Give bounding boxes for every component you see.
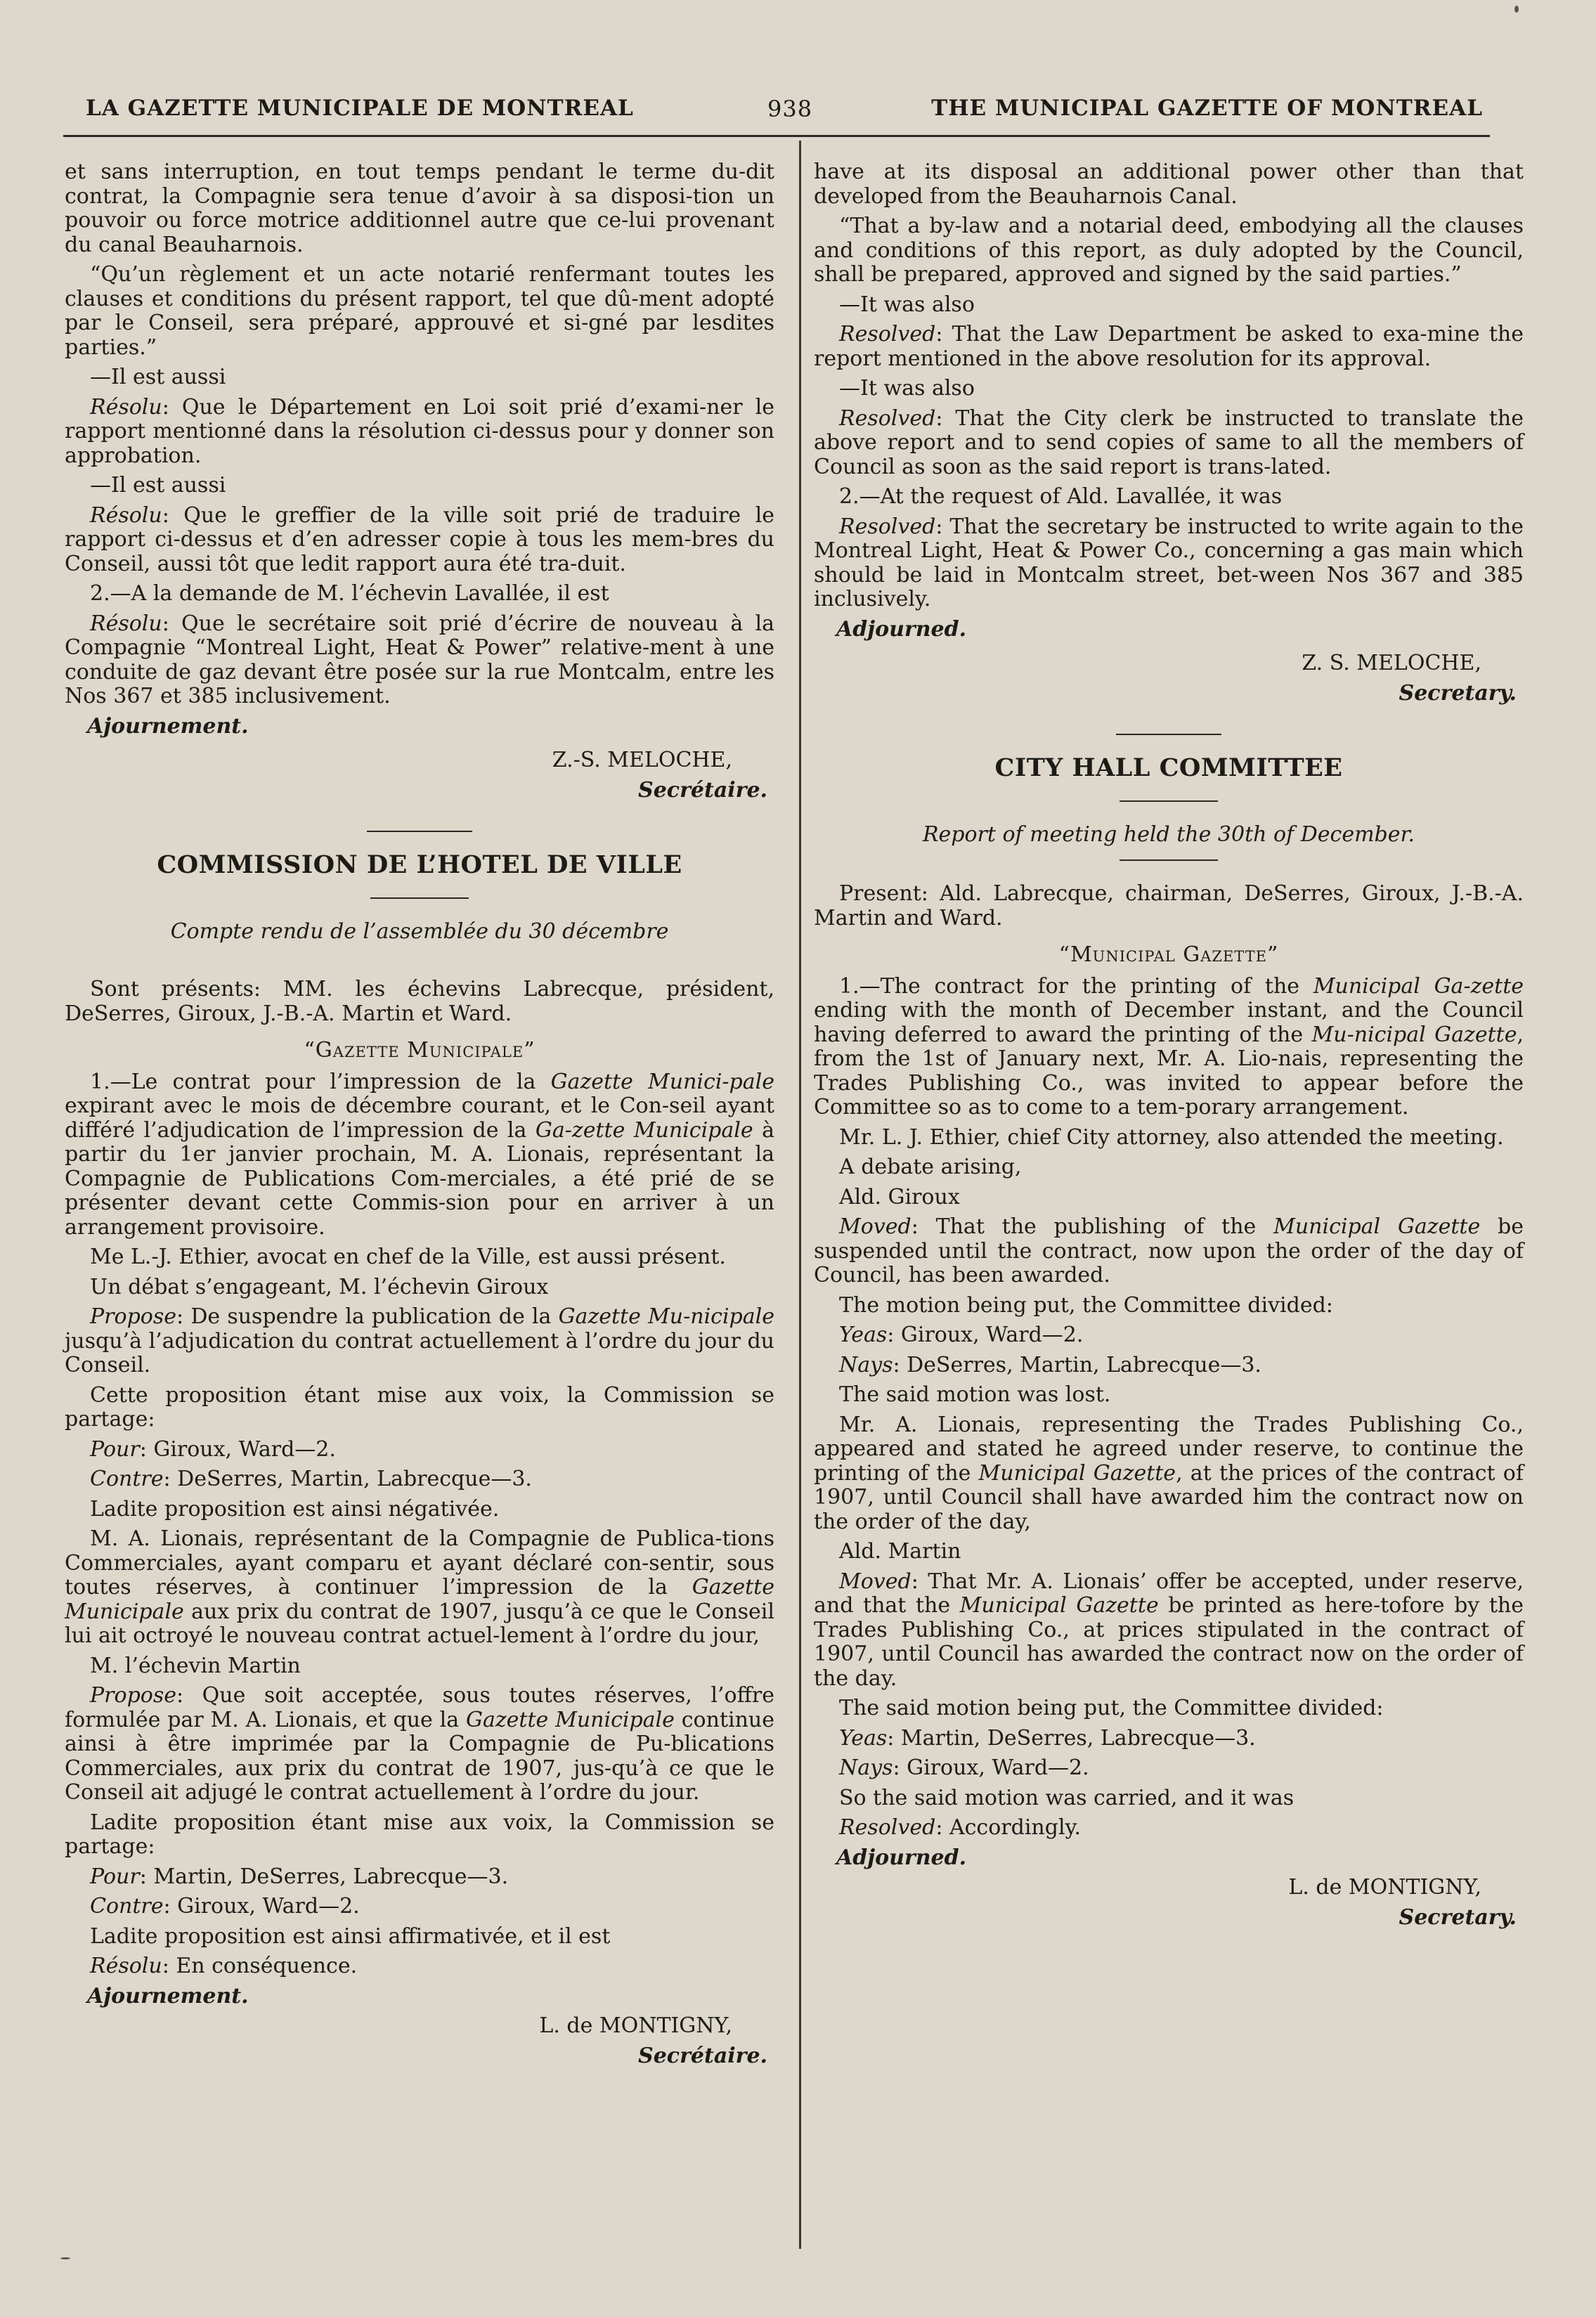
header-title-english: THE MUNICIPAL GAZETTE OF MONTREAL <box>931 96 1483 121</box>
resolution-text: : Que le Département en Loi soit prié d’exami-ner le rapport mentionné dans la résolution ci-dessus pour y donner son approbation. <box>65 394 774 468</box>
vote-text: : Giroux, Ward—2. <box>163 1894 360 1919</box>
text-run-italic: Gazette Munici-pale <box>550 1069 774 1094</box>
vote-label: Pour <box>90 1436 140 1462</box>
text-run: 1.—Le contrat pour l’impression de la <box>90 1069 551 1094</box>
vote-line <box>814 1727 1524 1751</box>
text-run: : That the publishing of the <box>911 1214 1274 1239</box>
resolution-paragraph <box>814 1816 1524 1841</box>
vote-label: Contre <box>90 1467 164 1491</box>
section-subtitle: Compte rendu de l’assemblée du 30 décembre <box>170 919 669 944</box>
paragraph <box>814 1413 1524 1535</box>
vote-text: : DeSerres, Martin, Labrecque—3. <box>163 1467 532 1491</box>
signature-title: Secrétaire. <box>638 777 767 803</box>
text-run-italic: Gazette Mu-nicipale <box>558 1304 774 1329</box>
text-run-italic: Gazette Municipale <box>65 1575 774 1624</box>
paragraph: A debate arising, <box>839 1155 1022 1179</box>
adjournment: Adjourned. <box>836 1845 967 1870</box>
section-title: CITY HALL COMMITTEE <box>994 753 1343 782</box>
section-subtitle: Report of meeting held the 30th of December. <box>922 822 1415 847</box>
paragraph: —It was also <box>839 376 975 401</box>
paragraph: Ladite proposition est ainsi affirmativée, et il est <box>90 1923 611 1949</box>
resolution-label: Résolu <box>90 502 162 528</box>
resolution-text: : En conséquence. <box>162 1954 358 1978</box>
resolution-paragraph <box>814 323 1524 371</box>
text-run-italic: Municipal Gazette <box>978 1460 1176 1486</box>
section-title: COMMISSION DE L’HOTEL DE VILLE <box>157 850 682 879</box>
resolution-paragraph <box>814 515 1524 612</box>
text-run: be printed as here-tofore by the Trades Publishing Co., at prices stipulated in the contract of 1907, until Council has awarded the contract now on the order of the day. <box>814 1593 1524 1691</box>
resolution-paragraph <box>65 612 774 709</box>
paragraph: Ladite proposition est ainsi négativée. <box>90 1496 500 1521</box>
item-heading: “Municipal Gazette” <box>1058 942 1279 967</box>
paragraph: —Il est aussi <box>90 473 226 498</box>
vote-line <box>65 1895 774 1919</box>
vote-line <box>814 1323 1524 1348</box>
signature-name: L. de MONTIGNY, <box>1288 1875 1481 1900</box>
paragraph: Cette proposition étant mise aux voix, la Commission se partage: <box>65 1382 774 1432</box>
text-run-italic: Municipal Gazette <box>959 1593 1159 1618</box>
paragraph <box>814 975 1524 1120</box>
item-heading: “Gazette Municipale” <box>304 1038 536 1063</box>
vote-label: Nays <box>839 1755 893 1780</box>
vote-label: Contre <box>90 1894 164 1919</box>
paragraph: Present: Ald. Labrecque, chairman, DeSerres, Giroux, J.-B.-A. Martin and Ward. <box>814 881 1524 930</box>
signature-title: Secretary. <box>1399 1904 1517 1930</box>
paragraph: Mr. L. J. Ethier, chief City attorney, also attended the meeting. <box>839 1124 1504 1150</box>
vote-text: : Giroux, Ward—2. <box>139 1436 336 1462</box>
text-run: expirant avec le mois de décembre courant, et le Con-seil ayant différé l’adjudication de l’impression de la <box>65 1093 774 1143</box>
vote-text: : Martin, DeSerres, Labrecque—3. <box>887 1725 1256 1751</box>
section-rule <box>367 831 472 832</box>
paragraph: et sans interruption, en tout temps pendant le terme du-dit contrat, la Compagnie sera tenue d’avoir à sa disposi-tion un pouvoir ou force motrice additionnel autre que ce-lui provenant du canal Beauharnois. <box>65 160 774 257</box>
paragraph: Ladite proposition étant mise aux voix, la Commission se partage: <box>65 1810 774 1859</box>
vote-text: : Giroux, Ward—2. <box>893 1755 1089 1780</box>
paragraph: Ald. Martin <box>839 1539 961 1564</box>
vote-line <box>65 1438 774 1462</box>
paragraph: Un débat s’engageant, M. l’échevin Giroux <box>90 1274 549 1299</box>
vote-line <box>65 1865 774 1890</box>
english-column <box>814 160 1524 1930</box>
resolution-text: : Accordingly. <box>935 1815 1082 1840</box>
vote-line <box>65 1467 774 1492</box>
resolution-label: Résolu <box>90 611 162 636</box>
resolution-text: : Que le secrétaire soit prié d’écrire de nouveau à la Compagnie “Montreal Light, Heat & Power” relative-ment à une conduite de gaz devant être posée sur la rue Montcalm, entre les Nos 367 et 385 inclusivement. <box>65 611 774 708</box>
resolution-label: Résolu <box>90 394 162 420</box>
paragraph: So the said motion was carried, and it was <box>839 1785 1295 1810</box>
text-run-italic: Municipal Ga-zette <box>1313 973 1524 999</box>
paragraph <box>65 1527 774 1649</box>
paragraph: M. l’échevin Martin <box>90 1653 301 1678</box>
adjournment: Ajournement. <box>87 1983 249 2008</box>
motion-label: Moved <box>839 1214 911 1239</box>
vote-text: : Martin, DeSerres, Labrecque—3. <box>139 1864 509 1889</box>
resolution-text: : That the Law Department be asked to exa-mine the report mentioned in the above resolution for its approval. <box>814 322 1524 371</box>
text-run-italic: Mu-nicipal Gazette <box>1311 1022 1517 1047</box>
text-run-italic: Gazette Municipale <box>465 1707 675 1732</box>
resolution-label: Résolu <box>90 1954 162 1978</box>
resolution-paragraph <box>814 407 1524 480</box>
paragraph: 2.—At the request of Ald. Lavallée, it was <box>839 484 1283 509</box>
paper-speck <box>1514 6 1519 13</box>
paragraph: —It was also <box>839 292 975 317</box>
section-rule <box>1120 859 1218 861</box>
page-header <box>84 90 1483 132</box>
resolution-paragraph <box>65 396 774 469</box>
resolution-text: : That the secretary be instructed to write again to the Montreal Light, Heat & Power Co., concerning a gas main which should be laid in Montcalm street, bet-ween Nos 367 and 385 inclusively. <box>814 514 1524 611</box>
paragraph: Me L.-J. Ethier, avocat en chef de la Ville, est aussi présent. <box>90 1245 726 1269</box>
french-column <box>65 160 774 2068</box>
text-run-italic: Ga-zette Municipale <box>535 1117 753 1143</box>
resolution-label: Resolved <box>839 322 936 346</box>
vote-line <box>814 1756 1524 1781</box>
paragraph: have at its disposal an additional power other than that developed from the Beauharnois Canal. <box>814 160 1524 209</box>
resolution-paragraph <box>65 1954 774 1979</box>
paragraph <box>65 1070 774 1240</box>
text-run: : Que soit acceptée, sous toutes réserves, l’offre formulée par M. A. Lionais, et que la <box>65 1683 774 1732</box>
motion-paragraph <box>65 1305 774 1378</box>
paragraph: —Il est aussi <box>90 365 226 389</box>
text-run: : That Mr. A. Lionais’ offer be accepted, under reserve, and that the <box>814 1569 1524 1618</box>
motion-paragraph <box>814 1215 1524 1288</box>
paper-speck <box>60 2257 70 2259</box>
resolution-label: Resolved <box>839 1815 936 1840</box>
paragraph: “That a by-law and a notarial deed, embodying all the clauses and conditions of this report, as duly adopted by the Council, shall be prepared, approved and signed by the said parties.” <box>814 214 1524 287</box>
vote-text: : DeSerres, Martin, Labrecque—3. <box>893 1352 1261 1377</box>
motion-paragraph <box>65 1684 774 1805</box>
adjournment: Adjourned. <box>836 616 967 642</box>
signature-name: L. de MONTIGNY, <box>539 2013 732 2038</box>
vote-label: Yeas <box>839 1323 888 1347</box>
section-rule <box>370 897 469 899</box>
text-run: be suspended until the contract, now upon the order of the day of Council, has been awarded. <box>814 1214 1524 1287</box>
text-run: Mr. A. Lionais, representing the Trades Publishing Co., appeared and stated he agreed under reserve, to continue the printing of the <box>814 1412 1524 1486</box>
motion-label: Propose <box>90 1683 177 1708</box>
text-run: , from the 1st of January next, Mr. A. Lio-nais, representing the Trades Publishing Co., was invited to appear before the Committee so as to come to a tem-porary arrangement. <box>814 1022 1524 1119</box>
resolution-label: Resolved <box>839 405 936 431</box>
signature-title: Secrétaire. <box>638 2043 767 2068</box>
signature-name: Z.-S. MELOCHE, <box>552 748 732 772</box>
paragraph: 2.—A la demande de M. l’échevin Lavallée, il est <box>90 581 609 606</box>
paragraph: The said motion was lost. <box>839 1382 1111 1407</box>
motion-label: Propose <box>90 1304 177 1329</box>
vote-label: Nays <box>839 1352 893 1377</box>
text-run: continue ainsi à être imprimée par la Compagnie de Pu-blications Commerciales, aux prix du contrat de 1907, jus-qu’à ce que le Conseil ait adjugé le contrat actuellement à l’ordre du jour. <box>65 1707 774 1805</box>
motion-paragraph <box>814 1570 1524 1692</box>
signature-title: Secretary. <box>1399 680 1517 706</box>
page-number: 938 <box>767 96 813 122</box>
text-run-italic: Municipal Gazette <box>1273 1214 1481 1239</box>
text-run: , at the prices of the contract of 1907, until Council shall have awarded him the contract now on the order of the day, <box>814 1460 1524 1534</box>
signature-name: Z. S. MELOCHE, <box>1302 651 1481 675</box>
resolution-text: : Que le greffier de la ville soit prié de traduire le rapport ci-dessus et d’en adresser copie à tous les mem-bres du Conseil, aussi tôt que ledit rapport aura été tra-duit. <box>65 502 774 576</box>
paragraph: Ald. Giroux <box>839 1184 960 1209</box>
resolution-text: : That the City clerk be instructed to translate the above report and to send copies of same to all the members of Council as soon as the said report is trans-lated. <box>814 405 1524 479</box>
paragraph: “Qu’un règlement et un acte notarié renfermant toutes les clauses et conditions du présent rapport, tel que dû-ment adopté par le Conseil, sera préparé, approuvé et si-gné par lesdites parties.” <box>65 262 774 360</box>
paragraph: The motion being put, the Committee divided: <box>839 1292 1333 1318</box>
text-run: à partir du 1er janvier prochain, M. A. Lionais, représentant la Compagnie de Publications Com-merciales, a été prié de se présenter devant cette Commis-sion pour en arriver à un arrangement provisoire. <box>65 1117 775 1240</box>
paragraph: The said motion being put, the Committee divided: <box>839 1696 1384 1720</box>
text-run: : De suspendre la publication de la <box>176 1304 559 1329</box>
column-divider <box>799 141 801 2249</box>
vote-text: : Giroux, Ward—2. <box>887 1323 1084 1347</box>
text-run: M. A. Lionais, représentant de la Compagnie de Publica-tions Commerciales, ayant comparu et ayant déclaré con-sentir, sous toutes réserves, à continuer l’impression de la <box>65 1526 774 1599</box>
paragraph: Sont présents: MM. les échevins Labrecque, président, DeSerres, Giroux, J.-B.-A. Martin et Ward. <box>65 977 774 1026</box>
resolution-label: Resolved <box>839 514 936 539</box>
vote-line <box>814 1354 1524 1378</box>
adjournment: Ajournement. <box>87 713 249 739</box>
header-title-french: LA GAZETTE MUNICIPALE DE MONTREAL <box>86 96 634 121</box>
header-rule <box>63 135 1490 137</box>
resolution-paragraph <box>65 504 774 577</box>
section-rule <box>1116 734 1221 735</box>
text-run: aux prix du contrat de 1907, jusqu’à ce que le Conseil lui ait octroyé le nouveau contrat actuel-lement à l’ordre du jour, <box>65 1599 774 1648</box>
text-run: ending with the month of December instant, and the Council having deferred to award the printing of the <box>814 998 1524 1047</box>
text-run: jusqu’à l’adjudication du contrat actuellement à l’ordre du jour du Conseil. <box>65 1328 774 1377</box>
motion-label: Moved <box>839 1569 911 1594</box>
vote-label: Yeas <box>839 1725 888 1751</box>
vote-label: Pour <box>90 1864 140 1889</box>
section-rule <box>1120 800 1218 802</box>
text-run: 1.—The contract for the printing of the <box>839 973 1313 999</box>
